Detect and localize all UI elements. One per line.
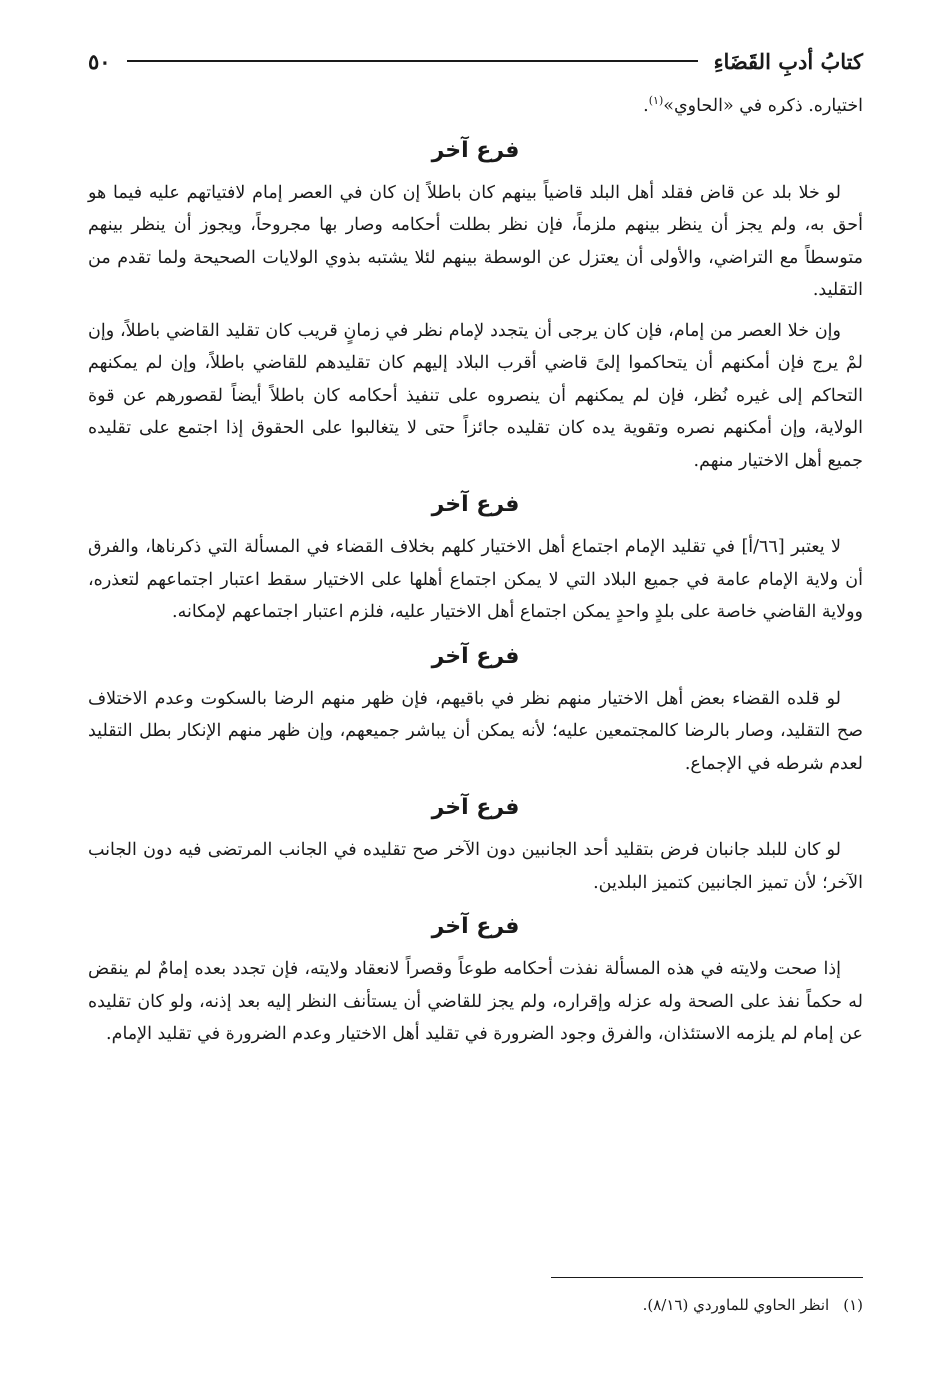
paragraph: لو خلا بلد عن قاض فقلد أهل البلد قاضياً بينهم كان باطلاً إن كان في العصر إمام لافتياتهم عليه فيما هو أحق به، ولم يجز أن ينظر بينهم ملزماً، فإن نظر بطلت أحكامه وصار بها مجروحاً، ويجوز أن ينظر بينهم متوسطاً مع التراضي، والأولى أن يعتزل عن الوسطة بينهم لئلا يشتبه بذوي الولايات الصحيحة ولما تقدم من التقليد. xyxy=(88,182,863,300)
section-heading: فرع آخر xyxy=(431,643,520,669)
intro-end: . xyxy=(643,96,649,116)
header-rule xyxy=(127,60,698,62)
section-heading: فرع آخر xyxy=(431,492,520,517)
section-heading: فرع آخر xyxy=(431,914,520,939)
footnote-reference[interactable]: (١) xyxy=(648,94,664,108)
intro-paragraph xyxy=(88,90,863,123)
paragraph-gap xyxy=(88,307,863,315)
footnote-rule xyxy=(551,1277,863,1278)
running-header xyxy=(88,46,863,76)
footnote-text: انظر الحاوي للماوردي (٨/١٦). xyxy=(642,1296,830,1314)
section-heading: فرع آخر xyxy=(431,795,520,820)
footnote xyxy=(88,1292,863,1318)
paragraph: لو كان للبلد جانبان فرض بتقليد أحد الجانبين دون الآخر صح تقليده في الجانب المرتضى فيه دون الجانب الآخر؛ لأن تميز الجانبين كتميز البلدين. xyxy=(88,840,863,893)
intro-text: اختياره. ذكره في «الحاوي» xyxy=(663,96,863,116)
paragraph: لا يعتبر [٦٦/أ] في تقليد الإمام اجتماع أهل الاختيار كلهم بخلاف القضاء في المسألة التي ذكرناها، والفرق أن ولاية الإمام عامة في جميع البلاد التي لا يمكن اجتماع أهلها على الاختيار سقط اعتبار اجتماعهم لتعذره، وولاية القاضي خاصة على بلدٍ واحدٍ يمكن اجتماع أهل الاختيار عليه، فلزم اعتبار اجتماعهم لإمكانه. xyxy=(88,537,863,622)
paragraph: لو قلده القضاء بعض أهل الاختيار منهم نظر في باقيهم، فإن ظهر منهم الرضا بالسكوت وعدم الاختلاف صح التقليد، وصار بالرضا كالمجتمعين عليه؛ لأنه يمكن أن يباشر جميعهم، وإن ظهر منهم الإنكار بطل التقليد لعدم شرطه في الإجماع. xyxy=(88,688,863,774)
page-number: ٥٠ xyxy=(88,48,111,74)
paragraph: إذا صحت ولايته في هذه المسألة نفذت أحكامه طوعاً وقصراً لانعقاد ولايته، فإن تجدد بعده إمامٌ لم ينقض له حكماً نفذ على الصحة وله عزله وإقراره، ولم يجز للقاضي أن يستأنف النظر إليه بعد إذنه، ولو كان تقليده عن إمام لم يلزمه الاستئذان، والفرق وجود الضرورة في تقليد أهل الاختيار وعدم الضرورة في تقليد الإمام. xyxy=(88,959,863,1044)
book-title: كتابُ أدبِ القَضَاءِ xyxy=(713,48,863,74)
footnote-marker: (١) xyxy=(843,1296,863,1314)
section-heading: فرع آخر xyxy=(431,137,520,163)
paragraph: وإن خلا العصر من إمام، فإن كان يرجى أن يتجدد لإمام نظر في زمانٍ قريب كان تقليد القاضي باطلاً، وإن لمْ يرج فإن أمكنهم أن يتحاكموا إلىً قاضي أقرب البلاد إليهم كان تقليدهم للقاضي باطلاً، وإن لم يمكنهم التحاكم إلى غيره نُظر، فإن لم يمكنهم أن ينصروه على تنفيذ أحكامه كان باطلاً أيضاً لقصورهم عن قوة الولاية، وإن أمكنهم نصره وتقوية يده كان تقليده جائزاً حتى لا يتغالبوا على الحقوق إذا اجتمع على تقليده جميع أهل الاختيار منهم. xyxy=(88,320,863,471)
page-body xyxy=(88,90,863,1051)
